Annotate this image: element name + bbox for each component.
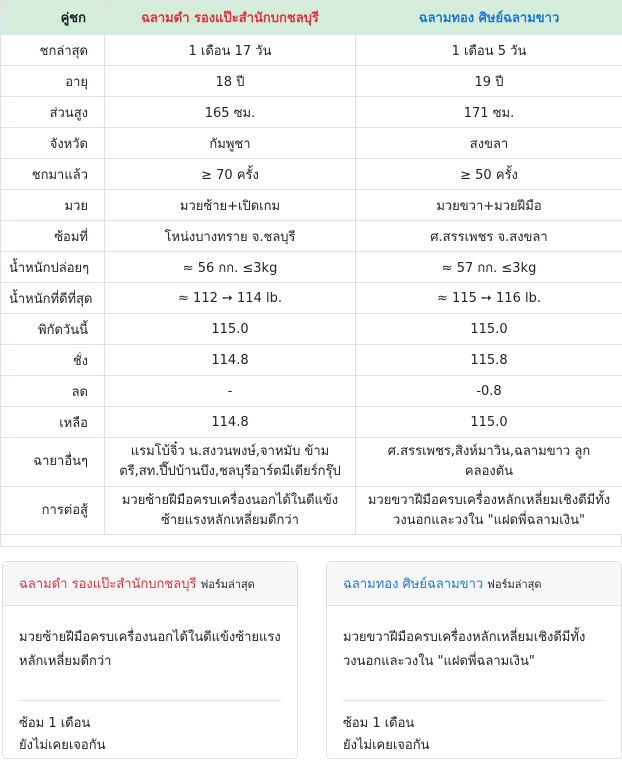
fighter-a-value: 165 ซม. — [105, 97, 356, 128]
fighter-a-value: ≥ 70 ครั้ง — [105, 159, 356, 190]
row-label: อายุ — [1, 66, 105, 97]
row-label: เหลือ — [1, 407, 105, 438]
fighter-a-value: 115.0 — [105, 314, 356, 345]
card-suffix: ฟอร์มล่าสุด — [200, 577, 255, 591]
row-label: ชกมาแล้ว — [1, 159, 105, 190]
card-body — [327, 606, 621, 757]
table-header-row — [1, 1, 622, 35]
row-label: การต่อสู้ — [1, 487, 105, 535]
table-row — [1, 252, 622, 283]
row-label: น้ำหนักที่ดีที่สุด — [1, 283, 105, 314]
table-row — [1, 35, 622, 66]
table-row — [1, 314, 622, 345]
card-training: ซ้อม 1 เดือน — [343, 716, 415, 731]
row-label: ฉายาอื่นๆ — [1, 438, 105, 487]
table-row — [1, 221, 622, 252]
fighter-a-value: - — [105, 376, 356, 407]
card-fighter-name: ฉลามทอง ศิษย์ฉลามขาว — [343, 577, 484, 592]
fighter-b-value: ≥ 50 ครั้ง — [356, 159, 622, 190]
row-label: ชั่ง — [1, 345, 105, 376]
fighter-b-value: 171 ซม. — [356, 97, 622, 128]
fighter-b-value: ≈ 57 กก. ≤3kg — [356, 252, 622, 283]
header-fighter-b: ฉลามทอง ศิษย์ฉลามขาว — [356, 1, 622, 35]
fighter-b-value: ศ.สรรเพชร จ.สงขลา — [356, 221, 622, 252]
table-footer-spacer — [0, 535, 622, 547]
fighter-b-value: 115.0 — [356, 407, 622, 438]
row-label: ชกล่าสุด — [1, 35, 105, 66]
card-body — [3, 606, 297, 757]
row-label: ส่วนสูง — [1, 97, 105, 128]
fighter-a-form-card — [2, 561, 298, 759]
table-row — [1, 159, 622, 190]
card-meta — [19, 713, 281, 757]
card-history: ยังไม่เคยเจอกัน — [343, 738, 430, 753]
fighter-a-value: ≈ 112 ➙ 114 lb. — [105, 283, 356, 314]
card-suffix: ฟอร์มล่าสุด — [487, 577, 542, 591]
fighter-a-aliases: แรมโบ้จิ๋ว น.สงวนพงษ์,จาหมับ ข้ามตรี,สท.ปึ๊ปบ้านบึง,ชลบุรีอาร์ตมีเดียร์กรุ๊ป — [105, 438, 356, 487]
fighter-a-value: 1 เดือน 17 วัน — [105, 35, 356, 66]
card-header — [327, 562, 621, 606]
card-description: มวยซ้ายฝีมือครบเครื่องนอกได้ในดีแข้งซ้ายแรงหลักเหลี่ยมดีกว่า — [19, 630, 281, 669]
table-row — [1, 66, 622, 97]
row-label: มวย — [1, 190, 105, 221]
fighter-b-value: 1 เดือน 5 วัน — [356, 35, 622, 66]
card-description: มวยขวาฝีมือครบเครื่องหลักเหลี่ยมเชิงดีมีทั้งวงนอกและวงใน "แฝดพี่ฉลามเงิน" — [343, 630, 586, 669]
fighter-b-value: 19 ปี — [356, 66, 622, 97]
table-row — [1, 345, 622, 376]
row-label: ซ้อมที่ — [1, 221, 105, 252]
row-label: น้ำหนักปล่อยๆ — [1, 252, 105, 283]
row-label: จังหวัด — [1, 128, 105, 159]
form-cards — [0, 547, 622, 767]
fighting-style-row — [1, 487, 622, 535]
table-row — [1, 376, 622, 407]
card-meta — [343, 713, 605, 757]
fighter-a-value: ≈ 56 กก. ≤3kg — [105, 252, 356, 283]
fighter-b-value: -0.8 — [356, 376, 622, 407]
card-divider — [19, 700, 281, 701]
table-row — [1, 128, 622, 159]
fighter-a-value: 114.8 — [105, 407, 356, 438]
card-history: ยังไม่เคยเจอกัน — [19, 738, 106, 753]
table-row — [1, 190, 622, 221]
fighter-b-value: 115.0 — [356, 314, 622, 345]
card-divider — [343, 700, 605, 701]
header-label: คู่ชก — [1, 1, 105, 35]
table-row — [1, 97, 622, 128]
fighter-a-fighting-style: มวยซ้ายฝีมือครบเครื่องนอกได้ในดีแข้งซ้ายแรงหลักเหลี่ยมดีกว่า — [105, 487, 356, 535]
aliases-row — [1, 438, 622, 487]
fighter-a-value: กัมพูชา — [105, 128, 356, 159]
card-header — [3, 562, 297, 606]
card-fighter-name: ฉลามดำ รองแป๊ะสำนักบกชลบุรี — [19, 577, 197, 592]
fighter-b-form-card — [326, 561, 622, 759]
fighter-b-value: ≈ 115 ➙ 116 lb. — [356, 283, 622, 314]
fighter-a-value: มวยซ้าย+เปิดเกม — [105, 190, 356, 221]
card-training: ซ้อม 1 เดือน — [19, 716, 91, 731]
fighter-b-value: สงขลา — [356, 128, 622, 159]
header-fighter-a: ฉลามดำ รองแป๊ะสำนักบกชลบุรี — [105, 1, 356, 35]
fighter-a-value: โหน่งบางทราย จ.ชลบุรี — [105, 221, 356, 252]
fighter-b-value: 115.8 — [356, 345, 622, 376]
row-label: ลด — [1, 376, 105, 407]
row-label: พิกัดวันนี้ — [1, 314, 105, 345]
table-row — [1, 283, 622, 314]
fighter-b-aliases: ศ.สรรเพชร,สิงห์มาวิน,ฉลามขาว ลูกคลองตัน — [356, 438, 622, 487]
fighter-b-value: มวยขวา+มวยฝีมือ — [356, 190, 622, 221]
fighter-a-value: 18 ปี — [105, 66, 356, 97]
table-row — [1, 407, 622, 438]
fighter-a-value: 114.8 — [105, 345, 356, 376]
fighter-b-fighting-style: มวยขวาฝีมือครบเครื่องหลักเหลี่ยมเชิงดีมีทั้งวงนอกและวงใน "แฝดพี่ฉลามเงิน" — [356, 487, 622, 535]
